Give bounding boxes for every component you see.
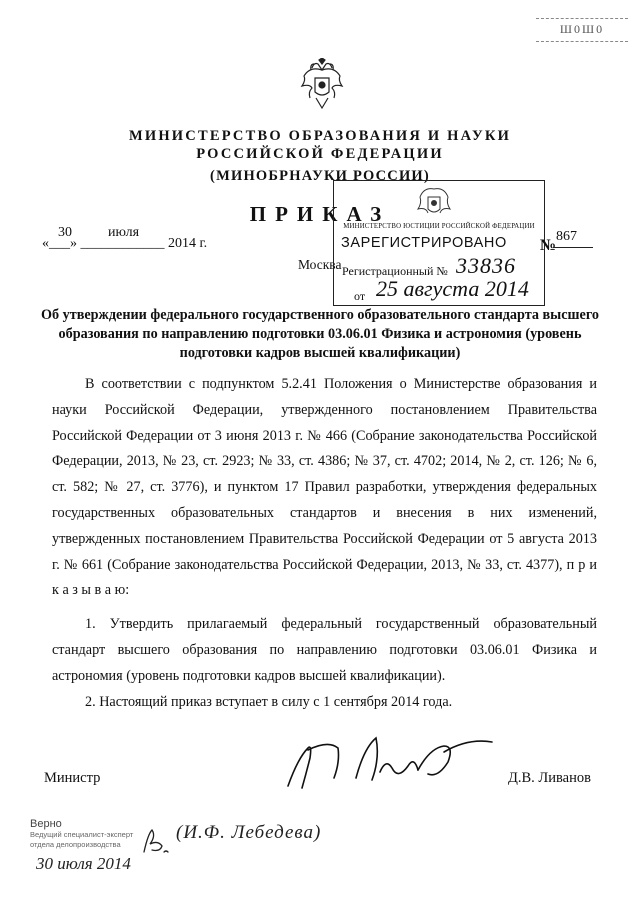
certification-label: Верно	[30, 818, 62, 830]
certification-officer-line2: отдела делопроизводства	[30, 840, 121, 849]
minister-signature	[268, 728, 508, 798]
corner-stamp-text: Ш0Ш0	[559, 22, 605, 36]
body-paragraph-2: 1. Утвердить прилагаемый федеральный государственный образовательный стандарт высшего образования по направлению подготовки 03.06.01 Физика и астрономия (уровень подготовки кадров высшей квалификации).	[52, 616, 597, 684]
order-place: Москва	[298, 257, 342, 272]
coat-of-arms-emblem	[300, 58, 344, 110]
stamp-date-prefix: от	[354, 289, 366, 303]
stamp-registered-label: ЗАРЕГИСТРИРОВАНО	[341, 235, 507, 251]
stamp-emblem-icon	[414, 185, 454, 221]
corner-archive-stamp	[536, 18, 628, 42]
certification-officer-line1: Ведущий специалист-эксперт	[30, 830, 134, 839]
stamp-reg-number-label: Регистрационный №	[342, 264, 448, 278]
certification-handwritten-date: 30 июля 2014	[36, 854, 131, 873]
document-title: ПРИКАЗ	[249, 202, 391, 226]
ministry-name-line1: МИНИСТЕРСТВО ОБРАЗОВАНИЯ И НАУКИ	[128, 128, 512, 144]
certification-handwritten-name: (И.Ф. Лебедева)	[176, 822, 322, 843]
ministry-short-name: (МИНОБРНАУКИ РОССИИ)	[210, 168, 430, 184]
certification-officer	[30, 830, 133, 850]
order-number-underline	[553, 247, 593, 248]
signatory-name: Д.В. Ливанов	[508, 770, 591, 786]
stamp-organization: МИНИСТЕРСТВО ЮСТИЦИИ РОССИЙСКОЙ ФЕДЕРАЦИИ	[343, 223, 535, 230]
order-number: 867	[556, 229, 577, 244]
stamp-date-handwritten: 25 августа 2014	[376, 276, 529, 301]
body-paragraph-1: В соответствии с подпунктом 5.2.41 Положения о Министерстве образования и науки Российской Федерации, утвержденного постановлением Правительства Российской Федерации от 3 июня 2013 г. № 466 (Собрание законодательства Российской Федерации, 2013, № 23, ст. 2923; № 33, ст. 4386; № 37, ст. 4702; 2014, № 2, ст. 126; № 6, ст. 582; № 27, ст. 3776), и пунктом 17 Правил разработки, утверждения федеральных государственных образовательных стандартов и внесения в них изменений, утвержденных постановлением Правительства Российской Федерации от 5 августа 2013 г. № 661 (Собрание законодательства Российской Федерации, 2013, № 33, ст. 4377), п р и к а з ы в а ю:	[52, 376, 597, 599]
stamp-reg-number: 33836	[456, 253, 516, 278]
registration-stamp	[333, 180, 545, 306]
order-date-day: 30	[58, 225, 72, 240]
ministry-name-line2: РОССИЙСКОЙ ФЕДЕРАЦИИ	[196, 146, 444, 162]
certification-signature	[138, 824, 178, 858]
order-number-label: №	[540, 237, 557, 254]
signatory-position: Министр	[44, 770, 101, 786]
order-subject: Об утверждении федерального государственного образовательного стандарта высшего образования по направлению подготовки 03.06.01 Физика и астрономия (уровень подготовки кадров высшей квалификации)	[40, 307, 600, 361]
order-date-month: июля	[108, 225, 140, 240]
body-paragraph-3: 2. Настоящий приказ вступает в силу с 1 сентября 2014 года.	[85, 694, 453, 710]
order-date-line: «___» ____________ 2014 г.	[42, 236, 208, 251]
